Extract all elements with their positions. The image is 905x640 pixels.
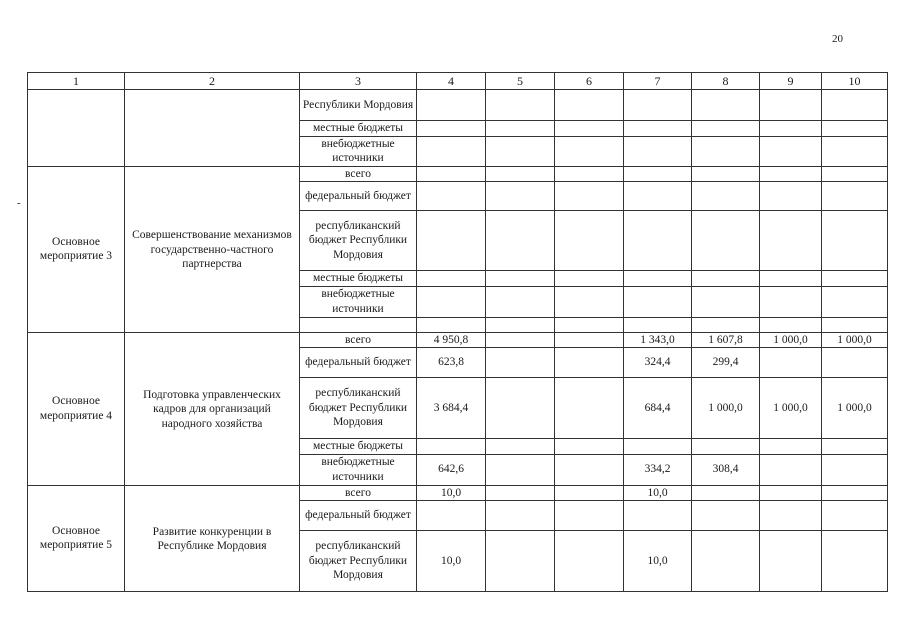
value-cell: 10,0 <box>417 485 486 501</box>
event-name: Подготовка управленческих кадров для организаций народного хозяйства <box>125 332 300 485</box>
page-number: 20 <box>832 33 843 45</box>
column-header: 9 <box>760 73 822 90</box>
value-cell <box>555 454 624 485</box>
margin-mark: - <box>17 197 21 209</box>
value-cell <box>760 454 822 485</box>
value-cell <box>822 454 888 485</box>
value-cell <box>486 454 555 485</box>
value-cell <box>760 531 822 592</box>
event-label: Основное мероприятие 5 <box>28 485 125 592</box>
source-cell: республиканский бюджет Республики Мордовия <box>300 378 417 439</box>
event-label: Основное мероприятие 3 <box>28 166 125 332</box>
value-cell <box>760 348 822 378</box>
source-cell: всего <box>300 332 417 348</box>
source-cell: местные бюджеты <box>300 439 417 455</box>
column-header: 5 <box>486 73 555 90</box>
value-cell <box>555 378 624 439</box>
value-cell <box>822 348 888 378</box>
value-cell <box>417 439 486 455</box>
value-cell <box>555 501 624 531</box>
value-cell <box>692 485 760 501</box>
value-cell <box>486 348 555 378</box>
value-cell: 10,0 <box>624 531 692 592</box>
event-label-cell <box>28 90 125 167</box>
value-cell: 1 607,8 <box>692 332 760 348</box>
source-cell: внебюджетные источники <box>300 454 417 485</box>
value-cell <box>822 531 888 592</box>
value-cell <box>624 439 692 455</box>
value-cell <box>486 485 555 501</box>
table-row <box>28 166 888 182</box>
source-cell: внебюджетные источники <box>300 286 417 317</box>
event-name-cell <box>125 90 300 167</box>
value-cell <box>760 501 822 531</box>
column-header: 3 <box>300 73 417 90</box>
value-cell <box>555 332 624 348</box>
value-cell: 308,4 <box>692 454 760 485</box>
column-header: 2 <box>125 73 300 90</box>
value-cell: 334,2 <box>624 454 692 485</box>
value-cell <box>486 501 555 531</box>
column-header: 4 <box>417 73 486 90</box>
value-cell: 10,0 <box>624 485 692 501</box>
value-cell: 623,8 <box>417 348 486 378</box>
header-row <box>28 73 888 90</box>
column-header: 8 <box>692 73 760 90</box>
source-cell: местные бюджеты <box>300 271 417 287</box>
table-row <box>28 90 888 121</box>
funding-table <box>27 72 888 592</box>
value-cell <box>760 485 822 501</box>
value-cell: 3 684,4 <box>417 378 486 439</box>
value-cell <box>486 439 555 455</box>
value-cell: 4 950,8 <box>417 332 486 348</box>
table-row <box>28 332 888 348</box>
value-cell: 10,0 <box>417 531 486 592</box>
value-cell: 299,4 <box>692 348 760 378</box>
value-cell: 1 343,0 <box>624 332 692 348</box>
value-cell <box>822 439 888 455</box>
value-cell <box>555 439 624 455</box>
column-header: 6 <box>555 73 624 90</box>
value-cell <box>555 531 624 592</box>
column-header: 1 <box>28 73 125 90</box>
value-cell: 642,6 <box>417 454 486 485</box>
value-cell <box>822 501 888 531</box>
value-cell <box>760 439 822 455</box>
source-cell: федеральный бюджет <box>300 348 417 378</box>
value-cell <box>486 332 555 348</box>
value-cell <box>486 531 555 592</box>
source-cell: федеральный бюджет <box>300 182 417 211</box>
source-cell: всего <box>300 485 417 501</box>
value-cell <box>417 501 486 531</box>
value-cell <box>692 439 760 455</box>
value-cell: 1 000,0 <box>822 332 888 348</box>
column-header: 7 <box>624 73 692 90</box>
source-cell: местные бюджеты <box>300 121 417 137</box>
event-name: Совершенствование механизмов государственно-частного партнерства <box>125 166 300 332</box>
source-cell: всего <box>300 166 417 182</box>
value-cell: 1 000,0 <box>760 332 822 348</box>
source-cell: республиканский бюджет Республики Мордовия <box>300 531 417 592</box>
source-cell: Республики Мордовия <box>300 90 417 121</box>
value-cell <box>624 501 692 531</box>
value-cell <box>692 531 760 592</box>
value-cell: 1 000,0 <box>822 378 888 439</box>
value-cell: 1 000,0 <box>760 378 822 439</box>
table-row <box>28 485 888 501</box>
event-label: Основное мероприятие 4 <box>28 332 125 485</box>
value-cell: 324,4 <box>624 348 692 378</box>
value-cell: 1 000,0 <box>692 378 760 439</box>
value-cell <box>555 348 624 378</box>
value-cell <box>486 378 555 439</box>
column-header: 10 <box>822 73 888 90</box>
event-name: Развитие конкуренции в Республике Мордовия <box>125 485 300 592</box>
source-cell: внебюджетные источники <box>300 136 417 166</box>
value-cell: 684,4 <box>624 378 692 439</box>
source-cell: республиканский бюджет Республики Мордовия <box>300 211 417 271</box>
value-cell <box>822 485 888 501</box>
source-cell: федеральный бюджет <box>300 501 417 531</box>
value-cell <box>555 485 624 501</box>
value-cell <box>692 501 760 531</box>
